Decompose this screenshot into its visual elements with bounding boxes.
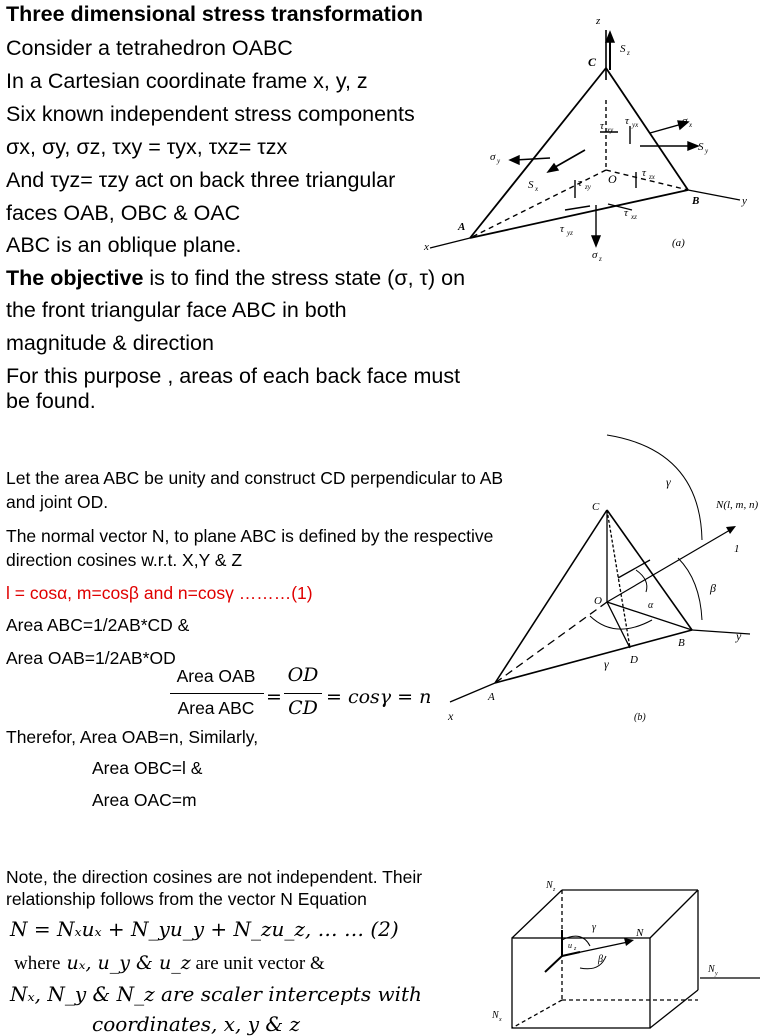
svg-text:y: y bbox=[715, 971, 718, 977]
axis-label-x: x bbox=[448, 709, 454, 723]
vector-box-figure bbox=[490, 860, 768, 1024]
objective-label: The objective bbox=[6, 266, 144, 290]
text-line: Area ABC=1/2AB*CD & bbox=[6, 615, 190, 635]
unit-vector-text: are unit vector & bbox=[190, 953, 325, 974]
text-line: Area OAB=1/2AB*OD bbox=[6, 648, 176, 668]
objective-line bbox=[6, 265, 465, 291]
fraction-denominator: CD bbox=[288, 697, 318, 719]
svg-text:S: S bbox=[698, 141, 704, 153]
angle-gamma: γ bbox=[666, 475, 671, 489]
svg-text:τ: τ bbox=[625, 115, 629, 127]
svg-text:zy: zy bbox=[585, 183, 591, 191]
point-o: O bbox=[608, 172, 617, 186]
svg-text:τ: τ bbox=[642, 167, 646, 179]
svg-text:x: x bbox=[689, 121, 693, 129]
figure-caption-b: (b) bbox=[634, 712, 646, 723]
coordinates-line: coordinates, x, y & z bbox=[92, 1012, 301, 1036]
section-direction-cosines bbox=[0, 430, 768, 830]
equation-result: = cosγ = n bbox=[326, 686, 432, 708]
svg-text:S: S bbox=[528, 179, 534, 191]
text-line: Area OBC=l & bbox=[92, 758, 203, 778]
svg-text:u: u bbox=[568, 941, 572, 950]
equation-1: l = cosα, m=cosβ and n=cosγ ………(1) bbox=[6, 583, 313, 603]
svg-text:z: z bbox=[574, 946, 577, 952]
text-line: Six known independent stress components bbox=[6, 102, 415, 126]
fraction-denominator: Area ABC bbox=[177, 698, 255, 718]
stress-components-line: σx, σy, σz, τxy = τyx, τxz= τzx bbox=[6, 135, 288, 159]
svg-text:1: 1 bbox=[734, 543, 740, 555]
unit-vectors: uₓ, u_y & u_z bbox=[60, 952, 191, 974]
angle-beta: β bbox=[598, 954, 603, 965]
axis-label-y: y bbox=[742, 195, 747, 207]
svg-text:x: x bbox=[499, 1017, 502, 1023]
text-line: direction cosines w.r.t. X,Y & Z bbox=[6, 550, 243, 570]
text-line: In a Cartesian coordinate frame x, y, z bbox=[6, 69, 368, 93]
svg-text:τ: τ bbox=[560, 223, 564, 235]
axis-label-x: x bbox=[424, 241, 429, 253]
label-sz: S bbox=[620, 43, 626, 55]
text-line: Let the area ABC be unity and construct CD perpendicular to AB bbox=[6, 468, 504, 488]
fraction-numerator: OD bbox=[287, 664, 319, 686]
text-line: Consider a tetrahedron OABC bbox=[6, 36, 293, 60]
point-c: C bbox=[588, 55, 597, 69]
svg-text:σ: σ bbox=[490, 151, 496, 163]
text-line: And τyz= τzy act on back three triangular bbox=[6, 168, 396, 192]
svg-text:z: z bbox=[627, 49, 630, 57]
unit-vector-line bbox=[14, 952, 325, 975]
svg-text:σ: σ bbox=[592, 249, 598, 261]
svg-text:x: x bbox=[535, 185, 539, 193]
angle-alpha: α bbox=[648, 600, 654, 611]
angle-gamma-2: γ bbox=[604, 657, 609, 671]
label-ny: N bbox=[708, 964, 715, 975]
vector-n-label: N bbox=[636, 927, 644, 939]
normal-label: N(l, m, n) bbox=[716, 499, 759, 511]
text-line: For this purpose , areas of each back face must bbox=[6, 364, 461, 388]
text-line: Therefor, Area OAB=n, Similarly, bbox=[6, 727, 259, 747]
svg-text:yx: yx bbox=[632, 121, 639, 129]
tetrahedron-stress-figure bbox=[420, 0, 768, 270]
figure-caption-a: (a) bbox=[672, 237, 685, 249]
od-cd-fraction bbox=[282, 664, 324, 720]
equals-sign: = bbox=[266, 686, 282, 708]
equation-2 bbox=[10, 917, 399, 941]
slide-title: Three dimensional stress transformation bbox=[6, 2, 423, 26]
fraction-bar bbox=[170, 693, 264, 694]
objective-text: is to find the stress state (σ, τ) on bbox=[143, 266, 466, 290]
text-line: magnitude & direction bbox=[6, 331, 214, 355]
point-a: A bbox=[488, 691, 495, 703]
text-line: Note, the direction cosines are not independent. Their bbox=[6, 867, 423, 887]
label-nz: N bbox=[546, 880, 553, 891]
point-b: B bbox=[692, 195, 700, 207]
svg-text:y: y bbox=[705, 147, 709, 155]
svg-text:xy: xy bbox=[607, 126, 614, 134]
section-stress-transformation bbox=[0, 0, 768, 420]
text-line: The normal vector N, to plane ABC is defined by the respective bbox=[6, 526, 494, 546]
svg-text:τ: τ bbox=[578, 177, 582, 189]
point-b: B bbox=[678, 637, 685, 649]
label-nx: N bbox=[492, 1010, 499, 1021]
text-line: Area OAC=m bbox=[92, 790, 197, 810]
axis-label-z: z bbox=[596, 15, 601, 27]
text-line: and joint OD. bbox=[6, 492, 109, 512]
svg-text:yz: yz bbox=[567, 229, 573, 237]
fraction-numerator: Area OAB bbox=[176, 666, 256, 686]
svg-text:zx: zx bbox=[649, 173, 655, 181]
svg-text:τ: τ bbox=[600, 120, 604, 132]
text-line: relationship follows from the vector N Equation bbox=[6, 889, 367, 909]
angle-gamma: γ bbox=[592, 922, 596, 933]
svg-text:xz: xz bbox=[631, 213, 637, 221]
equation-2-text: N = Nₓuₓ + N_yu_y + N_zu_z, … … (2) bbox=[10, 917, 399, 941]
svg-text:τ: τ bbox=[624, 207, 628, 219]
area-ratio-fraction bbox=[166, 666, 266, 722]
axis-label-y: y bbox=[736, 629, 742, 643]
point-d: D bbox=[630, 654, 638, 666]
svg-text:σ: σ bbox=[682, 115, 688, 127]
text-line: the front triangular face ABC in both bbox=[6, 298, 347, 322]
point-c: C bbox=[592, 501, 600, 513]
where-label: where bbox=[14, 953, 61, 974]
intercepts-line: Nₓ, N_y & N_z are scaler intercepts with bbox=[10, 982, 422, 1006]
svg-text:y: y bbox=[497, 157, 501, 165]
point-a: A bbox=[458, 221, 466, 233]
angle-beta: β bbox=[710, 581, 716, 595]
text-line: ABC is an oblique plane. bbox=[6, 233, 242, 257]
tetrahedron-normal-figure bbox=[440, 430, 768, 750]
svg-text:z: z bbox=[599, 255, 602, 263]
svg-text:z: z bbox=[553, 887, 556, 893]
text-line: be found. bbox=[6, 389, 96, 413]
fraction-bar bbox=[284, 693, 322, 694]
text-line: faces OAB, OBC & OAC bbox=[6, 201, 241, 225]
point-o: O bbox=[594, 595, 602, 607]
section-vector-equation bbox=[0, 860, 768, 1036]
